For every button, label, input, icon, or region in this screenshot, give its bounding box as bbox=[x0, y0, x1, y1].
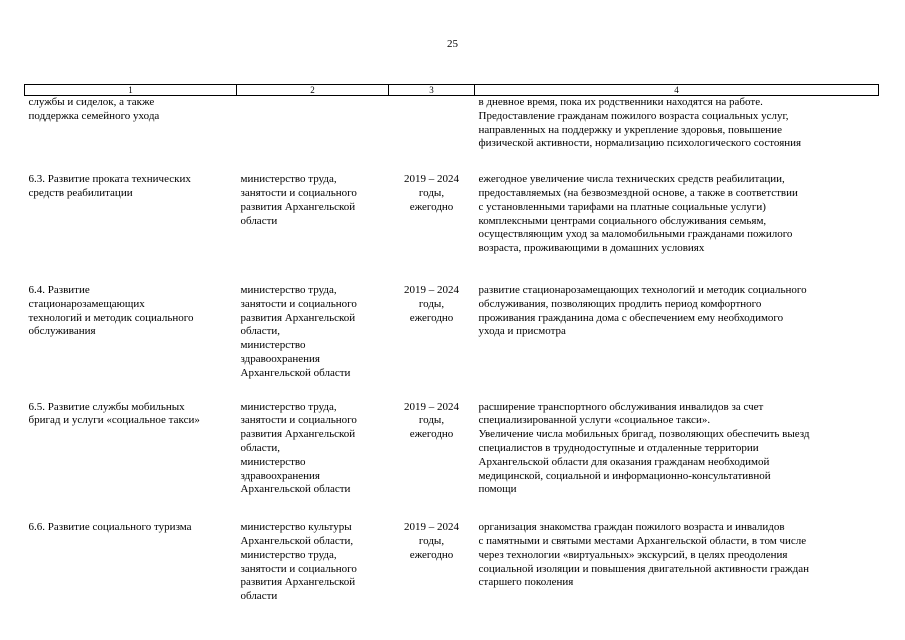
expected-result-line: проживания гражданина дома с обеспечением ему необходимого bbox=[478, 311, 784, 324]
measure-name-line: службы и сиделок, а также bbox=[28, 96, 155, 108]
expected-result-line: организация знакомства граждан пожилого возраста и инвалидов bbox=[478, 521, 785, 534]
responsible-executor-line: развития Архангельской bbox=[240, 576, 356, 589]
expected-result-line: помощи bbox=[478, 483, 517, 496]
row-spacer bbox=[25, 151, 879, 173]
expected-result-cell bbox=[475, 284, 879, 381]
column-number-2: 2 bbox=[237, 85, 389, 96]
measure-name-cell bbox=[25, 284, 237, 381]
expected-result-line: Предоставление гражданам пожилого возраста социальных услуг, bbox=[478, 109, 789, 122]
table-header bbox=[25, 85, 879, 96]
row-spacer-cell bbox=[25, 256, 879, 284]
responsible-executor-cell bbox=[237, 284, 389, 381]
measure-name-line: технологий и методик социального bbox=[28, 311, 194, 324]
implementation-period-line: ежегодно bbox=[409, 428, 454, 441]
table-row bbox=[25, 284, 879, 381]
measures-table bbox=[24, 84, 879, 604]
expected-result-line: медицинской, социальной и информационно-консультативной bbox=[478, 469, 771, 482]
expected-result-line: расширение транспортного обслуживания инвалидов за счет bbox=[478, 400, 764, 413]
responsible-executor-line: Архангельской области bbox=[240, 366, 351, 379]
responsible-executor-cell bbox=[237, 401, 389, 498]
table-row bbox=[25, 401, 879, 498]
implementation-period-cell bbox=[389, 521, 475, 604]
responsible-executor-line: министерство bbox=[240, 339, 306, 352]
responsible-executor-line: занятости и социального bbox=[240, 414, 357, 427]
row-spacer bbox=[25, 497, 879, 521]
row-spacer bbox=[25, 256, 879, 284]
expected-result-line: осуществляющим уход за маломобильными гражданами пожилого bbox=[478, 228, 793, 241]
measure-name-line: бригад и услуги «социальное такси» bbox=[28, 414, 200, 427]
responsible-executor-line: развития Архангельской bbox=[240, 311, 356, 324]
responsible-executor-line: занятости и социального bbox=[240, 186, 357, 199]
implementation-period-line: годы, bbox=[418, 534, 445, 547]
responsible-executor-line: области, bbox=[240, 325, 281, 338]
responsible-executor-line: развития Архангельской bbox=[240, 428, 356, 441]
row-spacer-cell bbox=[25, 497, 879, 521]
implementation-period-line: 2019 – 2024 bbox=[404, 521, 459, 534]
measure-name-cell bbox=[25, 173, 237, 256]
responsible-executor-line: министерство труда, bbox=[240, 173, 337, 186]
row-spacer bbox=[25, 381, 879, 401]
responsible-executor-line: области, bbox=[240, 441, 281, 454]
expected-result-line: ухода и присмотра bbox=[478, 325, 566, 338]
implementation-period-cell bbox=[389, 401, 475, 498]
measure-name-line: стационарозамещающих bbox=[28, 297, 145, 310]
expected-result-cell bbox=[475, 401, 879, 498]
expected-result-line: физической активности, нормализацию психологического состояния bbox=[478, 137, 802, 150]
table-row bbox=[25, 173, 879, 256]
expected-result-line: возраста, проживающими в домашних условиях bbox=[478, 242, 705, 255]
row-spacer-cell bbox=[25, 151, 879, 173]
measure-name-cell bbox=[25, 521, 237, 604]
expected-result-line: социальной изоляции и повышения двигательной активности граждан bbox=[478, 562, 810, 575]
expected-result-line: обслуживания, позволяющих продлить период комфортного bbox=[478, 297, 762, 310]
measure-name-line: 6.5. Развитие службы мобильных bbox=[28, 400, 185, 413]
expected-result-line: специалистов в труднодоступные и отдаленные территории bbox=[478, 441, 759, 454]
measure-name-cell bbox=[25, 96, 237, 152]
responsible-executor-line: развития Архангельской bbox=[240, 200, 356, 213]
responsible-executor-line: министерство труда, bbox=[240, 283, 337, 296]
responsible-executor-line: министерство bbox=[240, 455, 306, 468]
responsible-executor-cell bbox=[237, 96, 389, 152]
expected-result-line: ежегодное увеличение числа технических средств реабилитации, bbox=[478, 173, 785, 186]
expected-result-cell bbox=[475, 521, 879, 604]
implementation-period-line: годы, bbox=[418, 186, 445, 199]
implementation-period-line: ежегодно bbox=[409, 548, 454, 561]
implementation-period-line: годы, bbox=[418, 297, 445, 310]
implementation-period-cell bbox=[389, 96, 475, 152]
page-number: 25 bbox=[447, 38, 458, 50]
responsible-executor-cell bbox=[237, 521, 389, 604]
implementation-period-line: ежегодно bbox=[409, 200, 454, 213]
expected-result-line: в дневное время, пока их родственники находятся на работе. bbox=[478, 96, 763, 108]
expected-result-cell bbox=[475, 96, 879, 152]
responsible-executor-line: министерство труда, bbox=[240, 548, 337, 561]
implementation-period-line: 2019 – 2024 bbox=[404, 400, 459, 413]
row-spacer-cell bbox=[25, 381, 879, 401]
responsible-executor-line: занятости и социального bbox=[240, 562, 357, 575]
table-row bbox=[25, 521, 879, 604]
expected-result-line: через технологии «виртуальных» экскурсий, в целях преодоления bbox=[478, 548, 788, 561]
table-body bbox=[25, 96, 879, 604]
column-numbers-row bbox=[25, 85, 879, 96]
expected-result-line: комплексными центрами социального обслуживания семьям, bbox=[478, 214, 767, 227]
implementation-period-line: 2019 – 2024 bbox=[404, 283, 459, 296]
measure-name-line: средств реабилитации bbox=[28, 186, 133, 199]
measure-name-line: обслуживания bbox=[28, 325, 96, 338]
measure-name-line: 6.3. Развитие проката технических bbox=[28, 173, 191, 186]
expected-result-line: специализированной услуги «социальное такси». bbox=[478, 414, 711, 427]
table-row bbox=[25, 96, 879, 152]
expected-result-line: Увеличение числа мобильных бригад, позволяющих обеспечить выезд bbox=[478, 428, 810, 441]
column-number-4: 4 bbox=[475, 85, 879, 96]
measure-name-cell bbox=[25, 401, 237, 498]
responsible-executor-line: Архангельской области, bbox=[240, 534, 354, 547]
responsible-executor-line: министерство культуры bbox=[240, 521, 352, 534]
expected-result-line: направленных на поддержку и укрепление здоровья, повышение bbox=[478, 123, 782, 136]
responsible-executor-line: здравоохранения bbox=[240, 469, 320, 482]
measure-name-line: поддержка семейного ухода bbox=[28, 109, 160, 122]
responsible-executor-line: области bbox=[240, 214, 278, 227]
responsible-executor-line: министерство труда, bbox=[240, 400, 337, 413]
responsible-executor-line: занятости и социального bbox=[240, 297, 357, 310]
implementation-period-cell bbox=[389, 284, 475, 381]
implementation-period-line: ежегодно bbox=[409, 311, 454, 324]
measure-name-line: 6.4. Развитие bbox=[28, 283, 90, 296]
responsible-executor-line: здравоохранения bbox=[240, 352, 320, 365]
implementation-period-line: 2019 – 2024 bbox=[404, 173, 459, 186]
responsible-executor-line: области bbox=[240, 590, 278, 603]
column-number-1: 1 bbox=[25, 85, 237, 96]
implementation-period-cell bbox=[389, 173, 475, 256]
expected-result-line: старшего поколения bbox=[478, 576, 574, 589]
expected-result-line: Архангельской области для оказания гражданам необходимой bbox=[478, 455, 770, 468]
expected-result-line: развитие стационарозамещающих технологий и методик социального bbox=[478, 283, 807, 296]
expected-result-cell bbox=[475, 173, 879, 256]
column-number-3: 3 bbox=[389, 85, 475, 96]
responsible-executor-line: Архангельской области bbox=[240, 483, 351, 496]
implementation-period-line: годы, bbox=[418, 414, 445, 427]
responsible-executor-cell bbox=[237, 173, 389, 256]
expected-result-line: с памятными и святыми местами Архангельской области, в том числе bbox=[478, 534, 807, 547]
expected-result-line: с установленными тарифами на платные социальные услуги) bbox=[478, 200, 766, 213]
expected-result-line: предоставляемых (на безвозмездной основе, а также в соответствии bbox=[478, 186, 798, 199]
measure-name-line: 6.6. Развитие социального туризма bbox=[28, 521, 192, 534]
